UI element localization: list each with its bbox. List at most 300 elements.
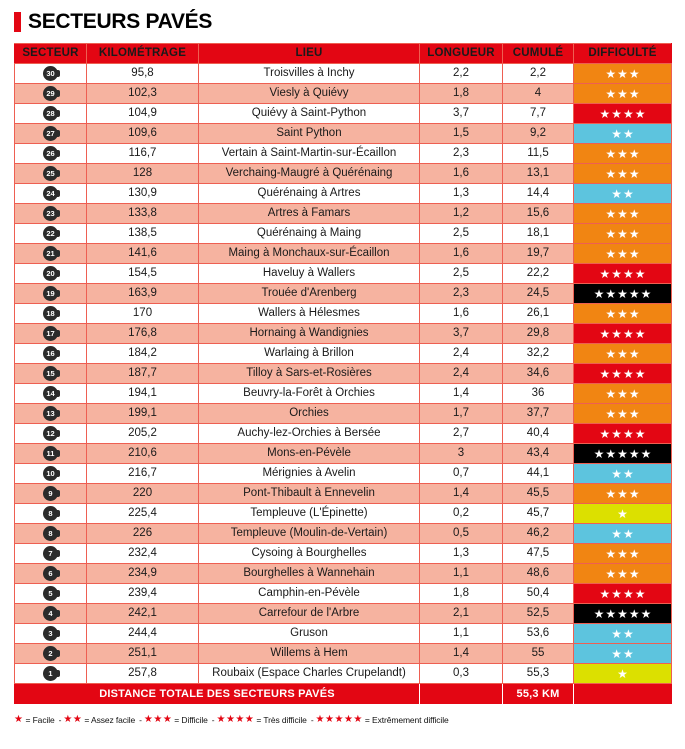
- star-icon: ★: [605, 346, 617, 361]
- star-icon: ★: [617, 346, 628, 361]
- cell-difficulte: [574, 284, 672, 304]
- cell-kilometrage: 109,6: [87, 124, 199, 144]
- star-icon: ★: [617, 546, 628, 561]
- cell-lieu: Gruson: [199, 624, 420, 644]
- cell-cumule: 7,7: [503, 104, 574, 124]
- sector-number-badge: 3: [43, 626, 58, 641]
- sector-number-badge: 17: [43, 326, 58, 341]
- star-icon: ★: [617, 66, 628, 81]
- star-icon: ★: [605, 486, 617, 501]
- cell-difficulte: [574, 524, 672, 544]
- cell-cumule: 36: [503, 384, 574, 404]
- cell-difficulte: [574, 304, 672, 324]
- cell-kilometrage: 141,6: [87, 244, 199, 264]
- cell-secteur: [15, 424, 87, 444]
- cell-difficulte: [574, 164, 672, 184]
- table-row: [15, 424, 672, 444]
- difficulty-rating: [574, 264, 671, 283]
- cell-longueur: 2,1: [420, 604, 503, 624]
- difficulty-rating: [574, 544, 671, 563]
- cell-lieu: Artres à Famars: [199, 204, 420, 224]
- difficulty-rating: [574, 444, 671, 463]
- star-icon: ★: [617, 86, 628, 101]
- cell-lieu: Quiévy à Saint-Python: [199, 104, 420, 124]
- star-icon: ★: [611, 526, 622, 541]
- cell-difficulte: [574, 344, 672, 364]
- difficulty-rating: [574, 64, 671, 83]
- star-icon: ★: [599, 266, 611, 281]
- legend-star-icons: ★★★★★: [315, 714, 363, 725]
- star-icon: ★: [617, 246, 628, 261]
- cell-secteur: [15, 244, 87, 264]
- cell-longueur: 1,4: [420, 484, 503, 504]
- table-row: [15, 184, 672, 204]
- cell-secteur: [15, 444, 87, 464]
- cell-lieu: Warlaing à Brillon: [199, 344, 420, 364]
- sector-number-badge: 5: [43, 586, 58, 601]
- star-icon: ★: [628, 606, 640, 621]
- cell-longueur: 1,5: [420, 124, 503, 144]
- star-icon: ★: [628, 306, 640, 321]
- cell-longueur: 1,8: [420, 84, 503, 104]
- table-row: [15, 324, 672, 344]
- star-icon: ★: [617, 606, 628, 621]
- legend-label: = Très difficile: [256, 714, 307, 725]
- star-icon: ★: [634, 326, 646, 341]
- cell-cumule: 9,2: [503, 124, 574, 144]
- sector-number-badge: 14: [43, 386, 58, 401]
- difficulty-rating: [574, 164, 671, 183]
- star-icon: ★: [605, 546, 617, 561]
- cell-lieu: Beuvry-la-Forêt à Orchies: [199, 384, 420, 404]
- star-icon: ★: [605, 66, 617, 81]
- cell-kilometrage: 239,4: [87, 584, 199, 604]
- cell-longueur: 2,2: [420, 64, 503, 84]
- sector-number-badge: 28: [43, 106, 58, 121]
- cell-difficulte: [574, 124, 672, 144]
- table-row: [15, 584, 672, 604]
- star-icon: ★: [617, 206, 628, 221]
- legend-label: = Extrêmement difficile: [364, 714, 449, 725]
- cell-cumule: 55: [503, 644, 574, 664]
- cell-secteur: [15, 304, 87, 324]
- table-row: [15, 564, 672, 584]
- star-icon: ★: [623, 426, 634, 441]
- cell-cumule: 50,4: [503, 584, 574, 604]
- star-icon: ★: [617, 286, 628, 301]
- cell-kilometrage: 234,9: [87, 564, 199, 584]
- cell-secteur: [15, 464, 87, 484]
- star-icon: ★: [593, 446, 605, 461]
- legend-star-icons: ★: [14, 714, 24, 725]
- cell-cumule: 34,6: [503, 364, 574, 384]
- cell-cumule: 40,4: [503, 424, 574, 444]
- cell-secteur: [15, 484, 87, 504]
- sector-number-badge: 12: [43, 426, 58, 441]
- table-head: [15, 44, 672, 64]
- star-icon: ★: [634, 366, 646, 381]
- cell-kilometrage: 102,3: [87, 84, 199, 104]
- star-icon: ★: [599, 106, 611, 121]
- legend-label: = Difficile: [174, 714, 208, 725]
- difficulty-rating: [574, 344, 671, 363]
- cell-cumule: 43,4: [503, 444, 574, 464]
- star-icon: ★: [623, 126, 634, 141]
- cell-cumule: 55,3: [503, 664, 574, 684]
- star-icon: ★: [623, 646, 634, 661]
- difficulty-rating: [574, 324, 671, 343]
- star-icon: ★: [605, 386, 617, 401]
- column-header-longueur: LONGUEUR: [420, 44, 503, 64]
- cell-kilometrage: 194,1: [87, 384, 199, 404]
- cell-longueur: 2,3: [420, 284, 503, 304]
- table-row: [15, 544, 672, 564]
- cell-longueur: 0,5: [420, 524, 503, 544]
- header-row: [15, 44, 672, 64]
- cell-lieu: Mérignies à Avelin: [199, 464, 420, 484]
- difficulty-rating: [574, 464, 671, 483]
- cell-longueur: 0,3: [420, 664, 503, 684]
- difficulty-rating: [574, 604, 671, 623]
- legend-star-icons: ★★★★: [216, 714, 255, 725]
- star-icon: ★: [628, 486, 640, 501]
- legend-label: = Facile: [25, 714, 55, 725]
- table-row: [15, 664, 672, 684]
- sector-number-badge: 20: [43, 266, 58, 281]
- difficulty-rating: [574, 584, 671, 603]
- star-icon: ★: [617, 166, 628, 181]
- cell-cumule: 47,5: [503, 544, 574, 564]
- difficulty-rating: [574, 284, 671, 303]
- star-icon: ★: [611, 646, 622, 661]
- difficulty-rating: [574, 84, 671, 103]
- cell-difficulte: [574, 144, 672, 164]
- cell-longueur: 0,7: [420, 464, 503, 484]
- page-title-text: SECTEURS PAVÉS: [28, 10, 213, 33]
- table-row: [15, 444, 672, 464]
- star-icon: ★: [617, 146, 628, 161]
- sector-number-badge: 22: [43, 226, 58, 241]
- cell-longueur: 1,2: [420, 204, 503, 224]
- cell-difficulte: [574, 264, 672, 284]
- cell-kilometrage: 242,1: [87, 604, 199, 624]
- legend-separator: -: [58, 714, 62, 725]
- cell-difficulte: [574, 104, 672, 124]
- star-icon: ★: [605, 166, 617, 181]
- cell-cumule: 53,6: [503, 624, 574, 644]
- star-icon: ★: [605, 406, 617, 421]
- difficulty-rating: [574, 624, 671, 643]
- cell-difficulte: [574, 384, 672, 404]
- cell-kilometrage: 95,8: [87, 64, 199, 84]
- star-icon: ★: [617, 566, 628, 581]
- cell-kilometrage: 133,8: [87, 204, 199, 224]
- star-icon: ★: [611, 186, 622, 201]
- star-icon: ★: [634, 586, 646, 601]
- cell-cumule: 2,2: [503, 64, 574, 84]
- cell-lieu: Templeuve (Moulin-de-Vertain): [199, 524, 420, 544]
- sector-number-badge: 7: [43, 546, 58, 561]
- cell-kilometrage: 176,8: [87, 324, 199, 344]
- cell-lieu: Trouée d'Arenberg: [199, 284, 420, 304]
- cell-difficulte: [574, 604, 672, 624]
- sector-number-badge: 11: [43, 446, 58, 461]
- sector-number-badge: 24: [43, 186, 58, 201]
- cell-longueur: 1,3: [420, 544, 503, 564]
- cell-secteur: [15, 324, 87, 344]
- star-icon: ★: [599, 326, 611, 341]
- cell-difficulte: [574, 224, 672, 244]
- star-icon: ★: [593, 286, 605, 301]
- cell-lieu: Mons-en-Pévèle: [199, 444, 420, 464]
- cell-lieu: Vertain à Saint-Martin-sur-Écaillon: [199, 144, 420, 164]
- cell-longueur: 3: [420, 444, 503, 464]
- sector-number-badge: 2: [43, 646, 58, 661]
- sector-number-badge: 29: [43, 86, 58, 101]
- star-icon: ★: [634, 106, 646, 121]
- sector-number-badge: 18: [43, 306, 58, 321]
- cell-lieu: Wallers à Hélesmes: [199, 304, 420, 324]
- cell-difficulte: [574, 204, 672, 224]
- star-icon: ★: [623, 106, 634, 121]
- cell-longueur: 1,7: [420, 404, 503, 424]
- table-body: [15, 64, 672, 684]
- cell-secteur: [15, 224, 87, 244]
- cell-cumule: 45,7: [503, 504, 574, 524]
- cell-longueur: 1,1: [420, 624, 503, 644]
- star-icon: ★: [611, 126, 622, 141]
- table-row: [15, 344, 672, 364]
- cell-difficulte: [574, 404, 672, 424]
- star-icon: ★: [611, 586, 622, 601]
- cell-cumule: 46,2: [503, 524, 574, 544]
- star-icon: ★: [605, 246, 617, 261]
- star-icon: ★: [617, 226, 628, 241]
- cell-secteur: [15, 524, 87, 544]
- star-icon: ★: [623, 626, 634, 641]
- star-icon: ★: [640, 286, 652, 301]
- cell-secteur: [15, 264, 87, 284]
- legend-separator: -: [211, 714, 215, 725]
- star-icon: ★: [617, 506, 628, 521]
- column-header-kilometrage: KILOMÉTRAGE: [87, 44, 199, 64]
- cell-secteur: [15, 404, 87, 424]
- table-row: [15, 404, 672, 424]
- cell-longueur: 2,5: [420, 224, 503, 244]
- cell-lieu: Templeuve (L'Épinette): [199, 504, 420, 524]
- cell-cumule: 26,1: [503, 304, 574, 324]
- star-icon: ★: [611, 326, 622, 341]
- star-icon: ★: [628, 446, 640, 461]
- table-row: [15, 224, 672, 244]
- cell-longueur: 1,3: [420, 184, 503, 204]
- cell-kilometrage: 128: [87, 164, 199, 184]
- cell-secteur: [15, 544, 87, 564]
- star-icon: ★: [611, 366, 622, 381]
- cell-difficulte: [574, 244, 672, 264]
- total-difficulte-empty: [574, 684, 672, 705]
- cell-longueur: 2,5: [420, 264, 503, 284]
- star-icon: ★: [605, 226, 617, 241]
- cell-lieu: Bourghelles à Wannehain: [199, 564, 420, 584]
- cell-secteur: [15, 124, 87, 144]
- difficulty-rating: [574, 384, 671, 403]
- cell-kilometrage: 170: [87, 304, 199, 324]
- cell-difficulte: [574, 644, 672, 664]
- cell-cumule: 19,7: [503, 244, 574, 264]
- cell-cumule: 14,4: [503, 184, 574, 204]
- star-icon: ★: [628, 346, 640, 361]
- sector-number-badge: 25: [43, 166, 58, 181]
- star-icon: ★: [634, 266, 646, 281]
- star-icon: ★: [617, 306, 628, 321]
- cell-difficulte: [574, 624, 672, 644]
- star-icon: ★: [628, 86, 640, 101]
- difficulty-rating: [574, 504, 671, 523]
- star-icon: ★: [605, 446, 617, 461]
- star-icon: ★: [611, 466, 622, 481]
- table-row: [15, 84, 672, 104]
- star-icon: ★: [623, 266, 634, 281]
- cell-kilometrage: 226: [87, 524, 199, 544]
- star-icon: ★: [605, 306, 617, 321]
- cell-cumule: 45,5: [503, 484, 574, 504]
- legend-separator: -: [139, 714, 142, 725]
- cell-secteur: [15, 604, 87, 624]
- cell-kilometrage: 210,6: [87, 444, 199, 464]
- star-icon: ★: [628, 246, 640, 261]
- cell-difficulte: [574, 184, 672, 204]
- star-icon: ★: [634, 426, 646, 441]
- star-icon: ★: [605, 206, 617, 221]
- table-row: [15, 364, 672, 384]
- cell-lieu: Hornaing à Wandignies: [199, 324, 420, 344]
- table-foot: [15, 684, 672, 705]
- table-row: [15, 604, 672, 624]
- cell-lieu: Roubaix (Espace Charles Crupelandt): [199, 664, 420, 684]
- table-row: [15, 504, 672, 524]
- cell-secteur: [15, 564, 87, 584]
- cell-kilometrage: 138,5: [87, 224, 199, 244]
- table-row: [15, 464, 672, 484]
- cell-difficulte: [574, 324, 672, 344]
- cell-longueur: 1,8: [420, 584, 503, 604]
- sector-number-badge: 15: [43, 366, 58, 381]
- cell-difficulte: [574, 544, 672, 564]
- cell-difficulte: [574, 64, 672, 84]
- cell-difficulte: [574, 504, 672, 524]
- cell-cumule: 13,1: [503, 164, 574, 184]
- difficulty-legend: [0, 705, 685, 725]
- star-icon: ★: [628, 546, 640, 561]
- star-icon: ★: [605, 566, 617, 581]
- cell-lieu: Verchaing-Maugré à Quérénaing: [199, 164, 420, 184]
- cell-lieu: Carrefour de l'Arbre: [199, 604, 420, 624]
- cell-secteur: [15, 624, 87, 644]
- cell-difficulte: [574, 584, 672, 604]
- cell-kilometrage: 104,9: [87, 104, 199, 124]
- table-row: [15, 484, 672, 504]
- cell-lieu: Orchies: [199, 404, 420, 424]
- sector-number-badge: 8: [43, 526, 58, 541]
- cell-difficulte: [574, 664, 672, 684]
- cell-kilometrage: 163,9: [87, 284, 199, 304]
- sector-number-badge: 23: [43, 206, 58, 221]
- table-row: [15, 124, 672, 144]
- cell-lieu: Auchy-lez-Orchies à Bersée: [199, 424, 420, 444]
- star-icon: ★: [617, 386, 628, 401]
- cell-longueur: 2,7: [420, 424, 503, 444]
- cell-difficulte: [574, 84, 672, 104]
- cell-secteur: [15, 184, 87, 204]
- cell-lieu: Haveluy à Wallers: [199, 264, 420, 284]
- table-row: [15, 64, 672, 84]
- cell-longueur: 1,6: [420, 304, 503, 324]
- table-row: [15, 304, 672, 324]
- cell-lieu: Maing à Monchaux-sur-Écaillon: [199, 244, 420, 264]
- table-row: [15, 244, 672, 264]
- cell-longueur: 1,4: [420, 384, 503, 404]
- difficulty-rating: [574, 204, 671, 223]
- cell-secteur: [15, 584, 87, 604]
- cell-lieu: Viesly à Quiévy: [199, 84, 420, 104]
- table-row: [15, 524, 672, 544]
- difficulty-rating: [574, 224, 671, 243]
- cell-cumule: 24,5: [503, 284, 574, 304]
- difficulty-rating: [574, 484, 671, 503]
- cell-difficulte: [574, 424, 672, 444]
- cell-lieu: Saint Python: [199, 124, 420, 144]
- sector-number-badge: 4: [43, 606, 58, 621]
- cell-longueur: 1,1: [420, 564, 503, 584]
- page-title: [0, 0, 685, 43]
- cell-cumule: 48,6: [503, 564, 574, 584]
- cell-kilometrage: 154,5: [87, 264, 199, 284]
- star-icon: ★: [611, 426, 622, 441]
- legend-label: = Assez facile: [84, 714, 136, 725]
- legend-star-icons: ★★★: [143, 714, 173, 725]
- cell-kilometrage: 225,4: [87, 504, 199, 524]
- difficulty-rating: [574, 244, 671, 263]
- cell-cumule: 11,5: [503, 144, 574, 164]
- cell-difficulte: [574, 464, 672, 484]
- table-row: [15, 164, 672, 184]
- sector-number-badge: 6: [43, 566, 58, 581]
- difficulty-rating: [574, 144, 671, 163]
- star-icon: ★: [623, 526, 634, 541]
- cell-secteur: [15, 64, 87, 84]
- star-icon: ★: [617, 406, 628, 421]
- star-icon: ★: [628, 66, 640, 81]
- cell-kilometrage: 216,7: [87, 464, 199, 484]
- cell-cumule: 44,1: [503, 464, 574, 484]
- difficulty-rating: [574, 644, 671, 663]
- star-icon: ★: [599, 586, 611, 601]
- cell-secteur: [15, 84, 87, 104]
- sector-number-badge: 30: [43, 66, 58, 81]
- star-icon: ★: [623, 466, 634, 481]
- star-icon: ★: [628, 166, 640, 181]
- sector-number-badge: 1: [43, 666, 58, 681]
- cell-kilometrage: 232,4: [87, 544, 199, 564]
- cell-lieu: Camphin-en-Pévèle: [199, 584, 420, 604]
- cell-secteur: [15, 104, 87, 124]
- cell-difficulte: [574, 564, 672, 584]
- cell-cumule: 37,7: [503, 404, 574, 424]
- difficulty-rating: [574, 524, 671, 543]
- cell-lieu: Quérénaing à Artres: [199, 184, 420, 204]
- star-icon: ★: [593, 606, 605, 621]
